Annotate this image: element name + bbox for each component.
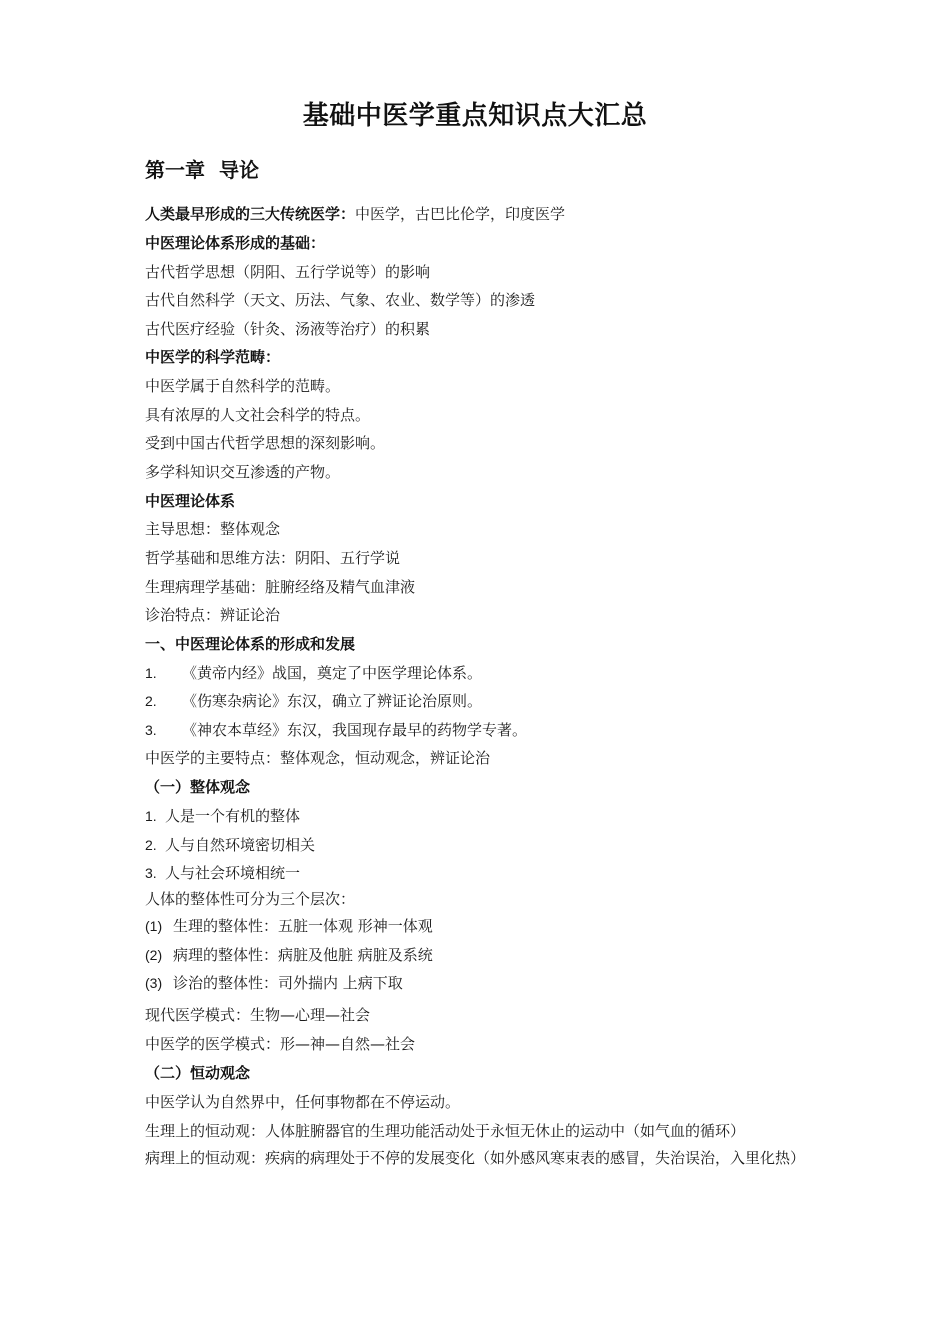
line-natural-science (145, 289, 535, 311)
list-text: 人是一个有机的整体 (165, 807, 301, 825)
list-number: (2) (145, 947, 163, 963)
chapter-number: 第一章 (145, 158, 205, 182)
list-text: 《黄帝内经》战国，奠定了中医学理论体系。 (182, 664, 483, 682)
line-philosophy-influence (145, 432, 385, 454)
term-text: 具有浓厚的人文社会科学的特点。 (145, 406, 371, 424)
list-text: 诊治的整体性：司外揣内 上病下取 (173, 974, 403, 992)
line-diagnosis-feature (145, 604, 280, 626)
term-text: 古代哲学思想（阴阳、五行学说等）的影响 (145, 263, 431, 281)
list-text: 人与自然环境密切相关 (165, 836, 316, 854)
list-number: 3. (145, 722, 157, 738)
line-philosophy (145, 261, 430, 283)
term-label: 中医理论体系 (145, 492, 236, 510)
section-heading-formation (145, 633, 355, 655)
term-text: 诊治特点：辨证论治 (145, 606, 281, 624)
term-text: 中医学属于自然科学的范畴。 (145, 377, 341, 395)
term-text: 中医学，古巴比伦学，印度医学 (355, 205, 566, 223)
list-item-level-2 (145, 944, 433, 966)
line-modern-model: 现代医学模式：生物—心理—社会 (145, 1006, 371, 1024)
list-number: (1) (145, 918, 163, 934)
chapter-heading (145, 155, 259, 185)
line-medical-experience (145, 318, 430, 340)
section-heading-holism: （一）整体观念 (145, 778, 251, 796)
line-tcm-model: 中医学的医学模式：形—神—自然—社会 (145, 1035, 416, 1053)
line-category-heading (145, 346, 280, 368)
term-text: 哲学基础和思维方法：阴阳、五行学说 (145, 549, 401, 567)
list-item-level-3 (145, 972, 403, 994)
list-text: 生理的整体性：五脏一体观 形神一体观 (173, 917, 433, 935)
line-levels-intro: 人体的整体性可分为三个层次： (145, 890, 356, 908)
list-number: 2. (145, 693, 157, 709)
term-text: 古代自然科学（天文、历法、气象、农业、数学等）的渗透 (145, 291, 536, 309)
line-guiding-thought (145, 518, 280, 540)
list-text: 《神农本草经》东汉，我国现存最早的药物学专著。 (182, 721, 528, 739)
list-text: 《伤寒杂病论》东汉，确立了辨证论治原则。 (182, 692, 483, 710)
list-text: 病理的整体性：病脏及他脏 病脏及系统 (173, 946, 433, 964)
term-label: 人类最早形成的三大传统医学： (145, 205, 356, 223)
line-philosophy-basis (145, 547, 400, 569)
term-text: 主导思想：整体观念 (145, 520, 281, 538)
list-item-level-1 (145, 915, 433, 937)
list-number: 2. (145, 837, 157, 853)
list-item-classic-2 (145, 690, 482, 712)
document-title: 基础中医学重点知识点大汇总 (302, 101, 648, 131)
list-item-holism-2 (145, 834, 315, 856)
list-number: 3. (145, 865, 157, 881)
term-text: 受到中国古代哲学思想的深刻影响。 (145, 434, 386, 452)
list-item-holism-3 (145, 862, 300, 884)
term-label: 中医学的科学范畴： (145, 348, 281, 366)
term-text: 生理病理学基础：脏腑经络及精气血津液 (145, 578, 416, 596)
term-label: 一、中医理论体系的形成和发展 (145, 635, 356, 653)
list-number: 1. (145, 665, 157, 681)
line-motion-nature: 中医学认为自然界中，任何事物都在不停运动。 (145, 1093, 461, 1111)
term-label: 中医理论体系形成的基础： (145, 234, 326, 252)
list-number: 1. (145, 808, 157, 824)
list-item-holism-1 (145, 805, 300, 827)
line-three-medicines (145, 203, 565, 225)
line-multidisciplinary (145, 461, 340, 483)
line-motion-physiology: 生理上的恒动观：人体脏腑器官的生理功能活动处于永恒无休止的运动中（如气血的循环） (145, 1122, 746, 1140)
line-main-features: 中医学的主要特点：整体观念，恒动观念，辨证论治 (145, 749, 491, 767)
list-item-classic-1 (145, 662, 482, 684)
chapter-name: 导论 (219, 158, 259, 182)
term-text: 古代医疗经验（针灸、汤液等治疗）的积累 (145, 320, 431, 338)
list-number: (3) (145, 975, 163, 991)
term-text: 多学科知识交互渗透的产物。 (145, 463, 341, 481)
line-natural-science-category (145, 375, 340, 397)
line-humanities (145, 404, 370, 426)
list-item-classic-3 (145, 719, 527, 741)
line-motion-pathology: 病理上的恒动观：疾病的病理处于不停的发展变化（如外感风寒束表的感冒，失治误治，入里化热） (145, 1149, 806, 1167)
list-text: 人与社会环境相统一 (165, 864, 301, 882)
line-system-heading (145, 490, 235, 512)
line-basis-heading (145, 232, 325, 254)
line-physiology-basis (145, 576, 415, 598)
section-heading-motion: （二）恒动观念 (145, 1064, 251, 1082)
